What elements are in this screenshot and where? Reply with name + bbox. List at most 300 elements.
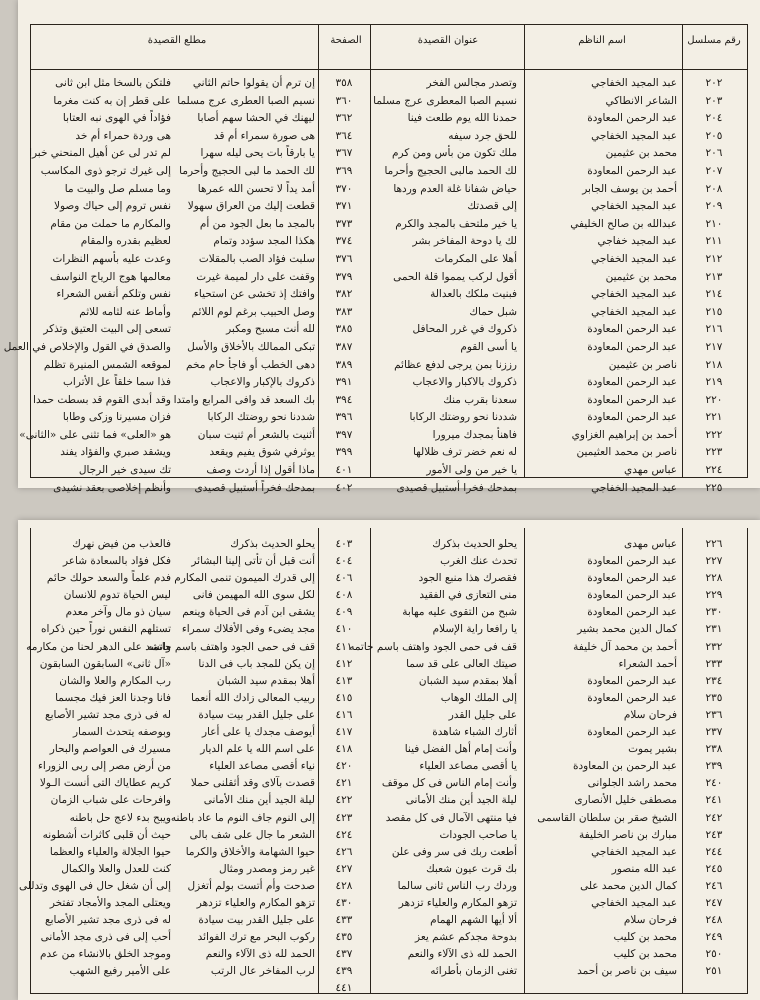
poem-title: يا أسى القوم	[460, 340, 517, 353]
opening-column-second-hemistich	[3, 75, 171, 497]
serial-number: ٢١٧	[705, 340, 723, 353]
poem-opening-line: كنت للعدل والعلا والكمال	[61, 862, 171, 875]
poem-opening-line: تك سيدى خير الرجال	[78, 464, 171, 477]
page-number: ٤٠٨	[335, 589, 353, 602]
index-table-upper	[3, 24, 748, 494]
poem-opening-line: والصدق في القول والإخلاص في العمل	[3, 340, 171, 353]
poem-title: الحمد لله ذى الآلاء والنعم	[407, 948, 517, 961]
poem-opening-line: إلى أن شغل حال فى الهوى وتدللى	[19, 879, 171, 892]
poem-opening-line: ويبح بدء لاعج حل باطنه	[69, 811, 171, 824]
poem-opening-line: نسيم الصبا العطرى عرج مسلما	[177, 94, 315, 107]
column-divider	[524, 25, 525, 477]
poet-name: عبد المجيد الخفاجي	[591, 77, 677, 89]
poem-title: فيا منتهى الآمال فى كل مقصد	[385, 811, 517, 824]
poem-title: تزهو المكارم والعلياء تزدهر	[398, 896, 517, 909]
poem-title: ملك تكون من بأس ومن كرم	[391, 147, 517, 160]
page-number: ٣٨٩	[335, 358, 353, 371]
page-number: ٤٠١	[335, 464, 353, 477]
page-number: ٤١٠	[335, 623, 353, 636]
poem-opening-line: وصل الحبيب برغم لوم اللائم	[191, 305, 315, 318]
poet-name: أحمد الشعراء	[618, 657, 677, 670]
poem-title: أقول لركب يمموا قلة الحمى	[393, 270, 517, 283]
poem-opening-line: بالمجد ما بعل الجود من أم	[199, 217, 315, 230]
poem-title: على جليل القدر	[448, 708, 517, 721]
header-title: عنوان القصيدة	[417, 35, 479, 46]
serial-number: ٢٥٠	[705, 948, 723, 961]
poem-title: منى التعازى في الفقيد	[419, 589, 517, 602]
poem-opening-line: أثنيت بالشعر أم ثنيت سبان	[197, 428, 315, 441]
poem-opening-line: رب المكارم والعلا والشان	[59, 674, 171, 687]
serial-number: ٢١٤	[705, 288, 723, 301]
poem-opening-line: على اسم الله يا علم الديار	[200, 743, 315, 756]
poem-opening-line: إلى قدرك الميمون تنمى المكارم	[174, 572, 315, 585]
poet-name: عبد المجيد الخفاجي	[591, 288, 677, 301]
page-number: ٣٨٥	[335, 323, 353, 336]
serial-number: ٢٤٨	[705, 914, 723, 927]
column-divider	[524, 528, 525, 993]
serial-number: ٢١٨	[705, 358, 723, 371]
poem-opening-line: لله أنت مسبح ومكبر	[226, 323, 315, 336]
poem-opening-line: أنت قبل أن تأتى إلينا البشائر	[191, 555, 315, 568]
serial-number: ٢٢٦	[705, 538, 723, 550]
poem-title: وتصدر مجالس الفخر	[426, 77, 517, 89]
page-number: ٤١١	[335, 640, 353, 653]
poet-name: عبد الرحمن المعاودة	[587, 674, 677, 687]
serial-number: ٢٠٦	[705, 147, 723, 160]
serial-number: ٢٣٨	[705, 743, 723, 756]
page-number: ٤٣٥	[335, 931, 353, 944]
page-number: ٣٩١	[335, 376, 353, 389]
page-number: ٤١٧	[335, 726, 353, 739]
poem-opening-line: حيث أن قلبى كاثرات أشطونه	[42, 828, 171, 841]
poem-opening-line: فكل فؤاد بالسعادة شاعر	[62, 555, 171, 568]
poem-opening-line: من أرض مصر إلى ربى الزوراء	[37, 760, 171, 773]
poem-opening-line: تسعى إلى البيت العتيق وتذكر	[43, 323, 171, 336]
poem-opening-line: يشقى ابن آدم فى الحياة وينعم	[182, 606, 315, 619]
serial-number: ٢١٥	[705, 305, 723, 318]
poem-opening-line: ذكروك بالإكبار والاعجاب	[210, 376, 315, 389]
poem-opening-line: لك الحمد ما لبى الحجيج وأحرما	[179, 164, 315, 177]
serial-number: ٢٣٣	[705, 657, 723, 670]
serial-number: ٢٢٨	[705, 572, 723, 585]
serial-number: ٢٢٩	[705, 589, 723, 602]
poet-name: عبد الرحمن المعاودة	[587, 164, 677, 177]
poem-opening-line: نفس تروم إلى حياك وصولا	[53, 200, 171, 213]
header-opening: مطلع القصيدة	[147, 35, 207, 46]
page-number: ٣٩٦	[335, 411, 353, 424]
page-number: ٣٧١	[335, 200, 353, 213]
poem-opening-line: وانشد على الدهر لحنا من مكارمه	[26, 640, 171, 653]
page-number: ٤٠٣	[335, 538, 353, 550]
poet-name: عباس مهدى	[624, 538, 677, 550]
serial-column	[685, 536, 743, 980]
poem-opening-line: هى وردة حمراء أم خد	[75, 129, 171, 142]
serial-number: ٢١٦	[705, 323, 723, 336]
serial-number: ٢٤٧	[705, 896, 723, 909]
serial-number: ٢٠٤	[705, 112, 723, 125]
poem-opening-line: تستلهم النفس نوراً حين ذكراه	[41, 623, 171, 636]
column-divider	[370, 25, 371, 477]
page-number: ٣٧٠	[335, 182, 353, 195]
page-number: ٤٢٦	[335, 845, 353, 858]
poem-title: وأنت إمام أهل الفضل فينا	[404, 743, 517, 756]
poem-opening-line: فدم علماً والسعد حولك حائم	[46, 572, 171, 585]
poet-name: ناصر بن محمد العثيمين	[576, 446, 677, 459]
serial-number: ٢٢٧	[705, 555, 723, 568]
poem-opening-line: نياء أقصى مصاعد العلياء	[209, 760, 315, 773]
page-number: ٤٢١	[335, 777, 353, 790]
poem-title: إلى قصدتك	[467, 200, 517, 213]
poem-opening-line: وبوصفه يتحدث السمار	[72, 726, 171, 739]
page-number: ٤١٢	[335, 657, 353, 670]
header-serial: رقم مسلسل	[687, 35, 741, 46]
poem-opening-line: ليهنك في الحشا سهم أصابا	[197, 112, 315, 125]
poet-name: بشير يموت	[628, 743, 677, 756]
page-number: ٤٢٠	[335, 760, 353, 773]
poem-title: بك قرت عيون شعبك	[426, 862, 517, 875]
page-column	[321, 536, 367, 998]
poem-opening-line: قف فى حمى الجود واهتف باسم حاتمه	[147, 640, 315, 653]
poet-name: عبد المجيد خفاجي	[597, 235, 677, 248]
page-number: ٤٣٠	[335, 896, 353, 909]
page-number: ٤٠٩	[335, 606, 353, 619]
serial-number: ٢٤٤	[705, 845, 723, 858]
poet-name: عبد الرحمن المعاودة	[587, 572, 677, 585]
page-number: ٤٢٣	[335, 811, 353, 824]
poem-title: يحلو الحديث بذكرك	[432, 538, 517, 550]
poem-title: يا رافعا راية الإسلام	[432, 623, 517, 636]
page-number: ٣٩٩	[335, 446, 353, 459]
poem-opening-line: ويعتلى المجد والأمجاد تفتخر	[49, 896, 171, 909]
serial-number: ٢٢٤	[705, 464, 723, 477]
page-number: ٤٣٩	[335, 965, 353, 978]
page-number: ٤٠٢	[335, 481, 353, 494]
poem-opening-line: إن يكن للمجد باب فى الدنا	[198, 657, 315, 670]
poet-name: ناصر بن عثيمين	[608, 358, 677, 371]
poem-opening-line: والمكارم ما حملت من مقام	[50, 217, 171, 230]
serial-number: ٢٣٤	[705, 674, 723, 687]
page-number: ٤٣٣	[335, 914, 353, 927]
poet-name: أحمد بن يوسف الجابر	[582, 182, 677, 195]
poem-opening-line: وما مسلم صل والبيت ما	[64, 182, 171, 195]
serial-number: ٢٢٠	[705, 393, 723, 406]
poem-title: يا خير من ولى الأمور	[426, 464, 517, 477]
poet-name: عبد المجيد الخفاجي	[591, 305, 677, 318]
serial-number: ٢١٩	[705, 376, 723, 389]
serial-number: ٢٠٢	[705, 77, 723, 89]
serial-number: ٢٣٦	[705, 708, 723, 721]
poem-opening-line: وموجد الخلق بالانشاء من عدم	[39, 948, 171, 961]
poem-opening-line: شددنا نحو روضتك الركابا	[207, 411, 315, 424]
poem-title: أهلا بمقدم سيد الشبان	[418, 674, 517, 687]
column-divider	[682, 528, 683, 993]
serial-number: ٢٠٨	[705, 182, 723, 195]
serial-number: ٢١١	[705, 235, 723, 248]
serial-number: ٢٤٠	[705, 777, 723, 790]
poet-name: أحمد بن محمد آل خليفة	[573, 640, 677, 653]
poet-name: عبد المجيد الخفاجي	[591, 845, 677, 858]
header-poet: اسم الناظم	[578, 35, 626, 46]
page-number: ٤٣٧	[335, 948, 353, 961]
poet-name: عبد المجيد الخفاجي	[591, 252, 677, 265]
poet-column	[527, 536, 679, 980]
page-number: ٣٥٨	[335, 77, 353, 89]
poem-opening-line: تبكى الممالك بالأخلاق والأسل	[187, 340, 315, 353]
poem-opening-line: هكذا المجد سؤدد وتمام	[213, 235, 315, 248]
poet-column	[527, 75, 679, 497]
poem-opening-line: هى صورة سمراء أم قد	[213, 129, 315, 142]
poet-name: عبد الرحمن المعاودة	[587, 589, 677, 602]
poem-opening-line: على جليل القدر بيت سيادة	[198, 708, 315, 721]
poem-opening-line: قصدت بآلاى وقد أثقلنى حملا	[190, 777, 315, 790]
poet-name: عبد الرحمن المعاودة	[587, 555, 677, 568]
poem-opening-line: ويشقد صبري والفؤاد يفند	[60, 446, 171, 459]
column-divider	[370, 528, 371, 993]
page-number: ٣٨٢	[335, 288, 353, 301]
poet-name: عبد الله منصور	[611, 862, 677, 875]
poem-opening-line: ليس الحياة تدوم للانسان	[63, 589, 171, 602]
poem-title: وردك رب الناس ثانى سالما	[397, 879, 517, 892]
page-number: ٣٦٩	[335, 164, 353, 177]
poem-title: سعدنا بقرب منك	[443, 393, 517, 406]
poem-title: يا صاحب الجودات	[439, 828, 517, 841]
poet-name: عبد المجيد الخفاجي	[591, 200, 677, 213]
serial-number: ٢٣٧	[705, 726, 723, 739]
column-divider	[318, 25, 319, 477]
poet-name: عبد الرحمن بن المعاودة	[572, 760, 677, 773]
page-number: ٣٧٦	[335, 252, 353, 265]
poet-name: عبد الرحمن المعاودة	[587, 112, 677, 125]
serial-number: ٢٠٧	[705, 164, 723, 177]
poem-title: ذكروك بالاكبار والاعجاب	[412, 376, 517, 389]
poem-opening-line: تزهو المكارم والعلياء تزدهر	[196, 896, 315, 909]
serial-number: ٢٤٦	[705, 879, 723, 892]
poet-name: محمد بن كليب	[613, 931, 677, 944]
header-page: الصفحة	[330, 35, 362, 46]
poet-name: عبد الرحمن المعاودة	[587, 691, 677, 704]
poem-opening-line: أحب إلى فى ذرى مجد الأمانى	[40, 931, 171, 944]
poem-opening-line: له فى ذرى مجد تشير الأصابع	[45, 914, 171, 927]
page-number: ٣٦٠	[335, 94, 353, 107]
opening-column-second-hemistich	[19, 536, 171, 980]
poem-opening-line: على الأمير رفيع الشهب	[69, 965, 171, 978]
poet-name: محمد بن كليب	[613, 948, 677, 961]
serial-number: ٢٢١	[705, 411, 723, 424]
poem-opening-line: يحلو الحديث بذكرك	[230, 538, 315, 550]
page-number: ٤١٨	[335, 743, 353, 756]
poem-opening-line: لموقعه الشمس المنيرة تظلم	[43, 358, 171, 371]
poem-opening-line: بمدحك فخراً أستبيل قصيدى	[194, 481, 315, 494]
title-column	[349, 536, 521, 980]
poem-opening-line: فانا وجدنا العز فيك مجسما	[55, 691, 171, 704]
poem-title: فقصرك هذا منبع الجود	[418, 572, 517, 585]
poem-opening-line: حيوا الشهامة والأخلاق والكرما	[185, 845, 315, 858]
poem-opening-line: له فى ذرى مجد تشير الأصابع	[45, 708, 171, 721]
poem-title: لك يا دوحة المفاخر بشر	[412, 235, 517, 248]
page-number: ٤١٦	[335, 708, 353, 721]
poem-opening-line: معالمها هوج الرياح النواسف	[49, 270, 171, 283]
poem-opening-line: سلبت فؤاد الصب بالمقلات	[198, 252, 315, 265]
opening-column-first-hemistich	[175, 75, 315, 497]
poet-name: الشيخ صقر بن سلطان القاسمى	[537, 811, 677, 824]
poem-opening-line: على قطر إن به كنت مغرما	[53, 94, 171, 107]
page-number: ٤٤١	[335, 982, 353, 995]
poem-opening-line: «آل ثانى» السابقون السابقون	[39, 657, 171, 670]
page-number: ٤١٣	[335, 674, 353, 687]
page-number: ٣٩٤	[335, 393, 353, 406]
poem-title: شددنا نحو روضتك الركابا	[409, 411, 517, 424]
poem-opening-line: أيوصف مجدك يا على أعار	[201, 726, 315, 739]
poem-opening-line: فلتكن بالسخا مثل ابن ثانى	[55, 77, 171, 89]
poem-title: أهلا على المكرمات	[434, 252, 517, 265]
poet-name: مبارك بن ناصر الخليفة	[579, 828, 677, 841]
poem-opening-line: غير رمز ومصدر ومثال	[218, 862, 315, 875]
poet-name: عباس مهدي	[624, 464, 677, 477]
index-table-lower	[19, 528, 748, 995]
poem-title: ليلة الجيد أين منك الأمانى	[405, 794, 517, 807]
serial-number: ٢٥١	[705, 965, 723, 978]
page-number: ٤٢٧	[335, 862, 353, 875]
serial-number: ٢٠٩	[705, 200, 723, 213]
poet-name: عبد المجيد الخفاجي	[591, 129, 677, 142]
poem-opening-line: لكل سوى الله المهيمن فانى	[192, 589, 315, 602]
poem-title: صيتك العالى على قد سما	[406, 657, 517, 670]
poem-title: أثارك الشباء شاهدة	[432, 726, 517, 739]
poet-name: كمال الدين محمد بشير	[577, 623, 677, 636]
poet-name: عبد الرحمن المعاودة	[587, 393, 677, 406]
poem-title: رززنا بمن يرجى لدفع عظائم	[394, 358, 517, 371]
poem-opening-line: وافرحات على شباب الزمان	[50, 794, 171, 807]
poem-title: ألا أيها الشهم الهمام	[430, 914, 517, 927]
page-number: ٣٦٢	[335, 112, 353, 125]
poem-opening-line: كريم عطاياك التى أنست الـولا	[39, 777, 171, 790]
page-number: ٣٩٧	[335, 428, 353, 441]
serial-number: ٢٤١	[705, 794, 723, 807]
poet-name: فرحان سلام	[623, 914, 677, 927]
poem-title: وأنت إمام الناس فى كل موقف	[381, 777, 517, 790]
serial-number: ٢٤٢	[705, 811, 723, 824]
poem-opening-line: مجد يضىء وفى الأفلاك سمراء	[181, 623, 315, 636]
poem-opening-line: مسيرك فى العواصم والبحار	[49, 743, 171, 756]
poet-name: عبد المجيد الخفاجي	[591, 896, 677, 909]
poet-name: محمد راشد الجلوانى	[587, 777, 677, 790]
page-number: ٤٠٤	[335, 555, 353, 568]
serial-number: ٢٢٢	[705, 428, 723, 441]
poet-name: عبد الرحمن المعاودة	[587, 411, 677, 424]
page-upper	[3, 0, 760, 494]
poem-opening-line: وأماط عنه لثامه للاثم	[79, 305, 171, 318]
poem-title: فاهنأ بمجدك ميرورا	[432, 428, 517, 441]
page-number: ٣٦٧	[335, 147, 353, 160]
page-number: ٤٢٤	[335, 828, 353, 841]
poem-opening-line: نفس وتلكم أنفس الشعراء	[56, 288, 171, 301]
poem-opening-line: لم تدر لى عن أهيل المنحني خبرا	[29, 147, 171, 160]
serial-number: ٢١٠	[705, 217, 723, 230]
serial-number: ٢١٢	[705, 252, 723, 265]
page-lower	[18, 520, 760, 1000]
poet-name: عبد الرحمن المعاودة	[587, 340, 677, 353]
poem-title: شبل حماك	[469, 305, 517, 318]
page-number: ٣٦٤	[335, 129, 353, 142]
page-number: ٣٧٤	[335, 235, 353, 248]
poet-name: عبد الرحمن المعاودة	[587, 726, 677, 739]
poem-title: قف فى حمى الجود واهتف باسم حاتمه	[349, 640, 517, 653]
poem-title: تغنى الزمان بأطرائه	[430, 965, 517, 978]
poet-name: عبد المجيد الخفاجي	[591, 481, 677, 494]
poem-opening-line: يوثرفي شوق يفيم ويقعد	[209, 446, 315, 459]
poem-opening-line: وافتك إذ تخشى عن استحياء	[193, 288, 315, 301]
poem-opening-line: ركوب البحر مع ترك الفوائد	[197, 931, 315, 944]
poem-title: ذكروك في غرر المحافل	[412, 323, 517, 336]
poem-opening-line: على جليل القدر بيت سيادة	[198, 914, 315, 927]
page-number: ٤١٥	[335, 691, 353, 704]
poet-name: الشاعر الانطاكي	[605, 94, 677, 107]
poem-opening-line: فزان مسيرنا وزكى وطابا	[62, 411, 171, 424]
poem-opening-line: قطعت إليك من العراق سهولا	[187, 200, 315, 213]
poem-opening-line: وقفت على دار لميمة غيرت	[196, 270, 315, 283]
poem-title: يا أقصى مصاعد العلياء	[419, 760, 517, 773]
poem-opening-line: أمد يداً لا تحسن الله عمرها	[197, 182, 315, 195]
page-number: ٤٢٨	[335, 879, 353, 892]
poem-opening-line: إلى غيرك ترجو ذوى المكاسب	[40, 164, 171, 177]
serial-number: ٢٣٠	[705, 606, 723, 619]
poem-opening-line: إلى النوم جاف النوم ما عاد باطنه	[170, 811, 315, 824]
serial-column	[685, 75, 743, 497]
poet-name: مصطفى خليل الأنصارى	[574, 794, 677, 807]
page-column	[321, 75, 367, 497]
poem-title: يا خير ملتحف بالمجد والكرم	[395, 217, 517, 230]
poem-opening-line: سيان ذو مال وآخر معدم	[65, 606, 171, 619]
poet-name: أحمد بن إبراهيم الغزاوي	[571, 428, 677, 441]
table-header	[31, 25, 747, 70]
poem-opening-line: حيوا الجلالة والعلياء والعظما	[49, 845, 171, 858]
poet-name: سيف بن ناصر بن أحمد	[577, 965, 677, 978]
poem-title: إلى الملك الوهاب	[440, 691, 517, 704]
poem-title: نسيم الصبا المعطرى عرج مسلما	[373, 94, 517, 107]
serial-number: ٢٠٥	[705, 129, 723, 142]
page-number: ٤٢٢	[335, 794, 353, 807]
opening-column-first-hemistich	[147, 536, 315, 980]
poem-title: لك الحمد مالبى الحجيج وأحرما	[384, 164, 517, 177]
column-divider	[682, 25, 683, 477]
poem-opening-line: بك السعد قد وافى المرابع وامتدا	[173, 393, 315, 406]
poem-opening-line: الحمد لله ذى الآلاء والنعم	[205, 948, 315, 961]
serial-number: ٢١٣	[705, 270, 723, 283]
page-number: ٣٨٧	[335, 340, 353, 353]
poem-opening-line: فؤاداً في الهوى نبه العتابا	[62, 112, 171, 125]
title-column	[373, 75, 521, 497]
serial-number: ٢٤٣	[705, 828, 723, 841]
poet-name: كمال الدين محمد على	[580, 879, 677, 892]
poem-opening-line: ربيب المعالى زادك الله أنعما	[191, 691, 315, 704]
poem-title: شبح من التقوى عليه مهابة	[402, 606, 517, 619]
poem-title: حمدنا الله يوم طلعت فينا	[407, 112, 517, 125]
poem-title: بمدحك فخرا أستبيل قصيدى	[396, 481, 517, 494]
serial-number: ٢٣٢	[705, 640, 723, 653]
poem-title: بدوحة مجدكم عشم يعز	[415, 931, 517, 944]
serial-number: ٢٣٥	[705, 691, 723, 704]
serial-number: ٢٠٣	[705, 94, 723, 107]
page-number: ٣٨٣	[335, 305, 353, 318]
serial-number: ٢٣١	[705, 623, 723, 636]
poem-title: له نعم خضر ترف ظلالها	[412, 446, 517, 459]
poem-opening-line: إن ترم أن يقولوا حاتم الثاني	[192, 77, 315, 89]
poem-opening-line: لرب المفاخر عال الرتب	[210, 965, 315, 978]
page-number: ٣٧٩	[335, 270, 353, 283]
poem-opening-line: ليلة الجيد أين منك الأمانى	[203, 794, 315, 807]
poem-opening-line: وأنظم إخلاصى بعقد نشيدى	[53, 481, 171, 494]
poem-opening-line: فذا سما خلقاً عل الأتراب	[63, 376, 171, 389]
